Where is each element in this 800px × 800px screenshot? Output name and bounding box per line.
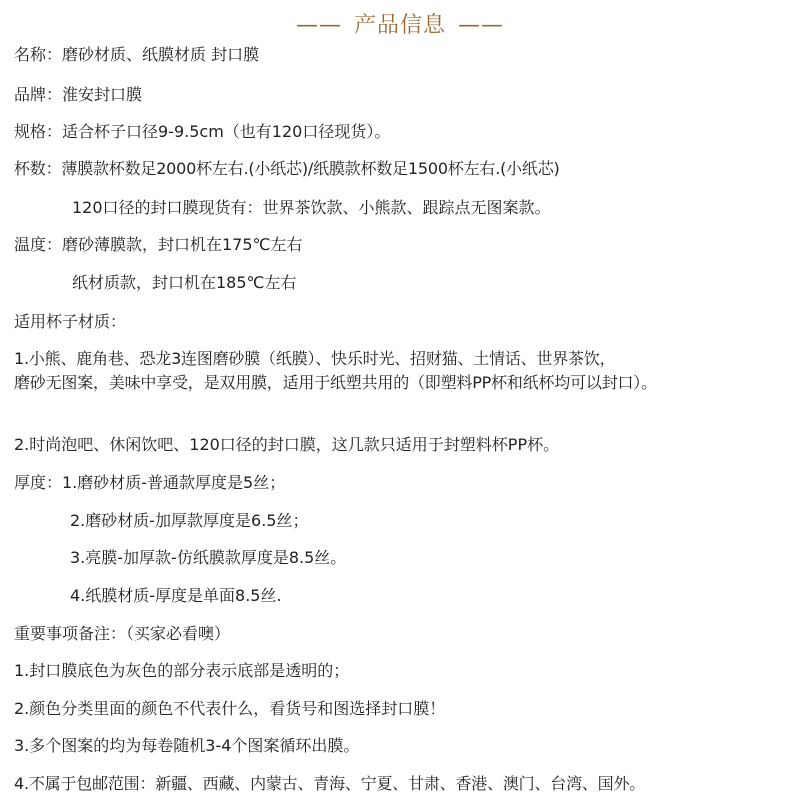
material-item-1b: 磨砂无图案，美味中享受，是双用膜，适用于纸塑共用的（即塑料PP杯和纸杯均可以封口）。 <box>14 373 657 392</box>
title-left-dashes: —— <box>295 13 342 38</box>
spec-line: 规格：适合杯子口径9-9.5cm（也有120口径现货）。 <box>14 122 391 141</box>
brand-line: 品牌：淮安封口膜 <box>14 85 143 104</box>
note-4: 4.不属于包邮范围：新疆、西藏、内蒙古、青海、宁夏、甘肃、香港、澳门、台湾、国外。 <box>14 774 646 793</box>
cup-count-sub-line: 120口径的封口膜现货有：世界茶饮款、小熊款、跟踪点无图案款。 <box>72 198 551 217</box>
temperature-line: 温度：磨砂薄膜款，封口机在175℃左右 <box>14 235 303 254</box>
temperature-sub-line: 纸材质款，封口机在185℃左右 <box>72 273 297 292</box>
thickness-line-1: 厚度：1.磨砂材质-普通款厚度是5丝； <box>14 473 286 492</box>
material-item-2: 2.时尚泡吧、休闲饮吧、120口径的封口膜，这几款只适用于封塑料杯PP杯。 <box>14 435 560 454</box>
note-3: 3.多个图案的均为每卷随机3-4个图案循环出膜。 <box>14 736 360 755</box>
thickness-line-3: 3.亮膜-加厚款-仿纸膜款厚度是8.5丝。 <box>70 548 347 567</box>
material-item-1a: 1.小熊、鹿角巷、恐龙3连图磨砂膜（纸膜）、快乐时光、招财猫、土情话、世界茶饮， <box>14 349 616 368</box>
thickness-line-4: 4.纸膜材质-厚度是单面8.5丝. <box>70 586 282 605</box>
title-text: 产品信息 <box>353 13 446 38</box>
cup-count-line: 杯数：薄膜款杯数足2000杯左右.(小纸芯)/纸膜款杯数足1500杯左右.(小纸芯) <box>14 159 560 178</box>
section-title <box>0 8 800 39</box>
note-2: 2.颜色分类里面的颜色不代表什么，看货号和图选择封口膜！ <box>14 699 446 718</box>
product-name-line: 名称：磨砂材质、纸膜材质 封口膜 <box>14 45 260 64</box>
title-right-dashes: —— <box>458 13 504 38</box>
notes-title: 重要事项备注：（买家必看噢） <box>14 624 231 643</box>
material-title: 适用杯子材质： <box>14 312 127 331</box>
thickness-line-2: 2.磨砂材质-加厚款厚度是6.5丝； <box>70 511 309 530</box>
note-1: 1.封口膜底色为灰色的部分表示底部是透明的； <box>14 661 350 680</box>
